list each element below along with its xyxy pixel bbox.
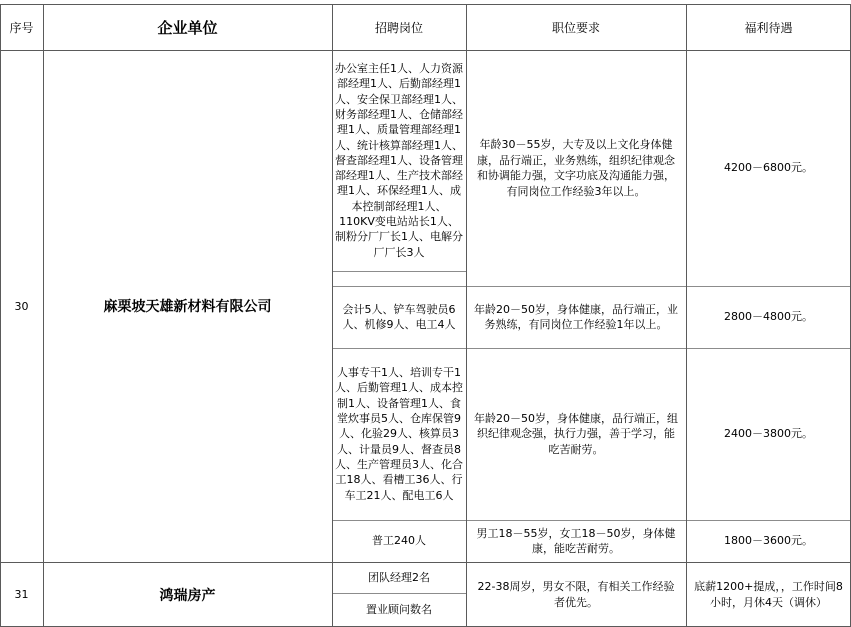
row-30-job-3-requirement: 年龄20－50岁，身体健康，品行端正，组织纪律观念强，执行力强，善于学习，能吃苦耐劳。 (474, 411, 678, 456)
header-position: 招聘岗位 (374, 20, 423, 35)
header-requirement: 职位要求 (551, 20, 600, 35)
row-31-company: 鸿瑞房产 (159, 587, 216, 604)
header-benefit: 福利待遇 (744, 20, 793, 35)
row-30-job-1-requirement: 年龄30－55岁，大专及以上文化身体健康，品行端正，业务熟练，组织纪律观念和协调能力强，文字功底及沟通能力强，有同岗位工作经验3年以上。 (477, 138, 675, 198)
grid-line-v (332, 4, 333, 627)
row-30-job-4-requirement: 男工18－55岁，女工18－50岁，身体健康，能吃苦耐劳。 (476, 526, 676, 555)
header-index: 序号 (9, 20, 34, 35)
row-30-job-1-position: 办公室主任1人、人力资源部经理1人、后勤部经理1人、安全保卫部经理1人、财务部经理1人、仓储部经理1人、质量管理部经理1人、统计核算部经理1人、督查部经理1人、设备管理部经理1人、生产技术部经理1人、环保经理1人、成本控制部经理1人、110KV变电站站长1人、制粉分厂厂长1人、电解分厂厂长3人 (335, 62, 463, 259)
row-31-requirement: 22-38周岁，男女不限，有相关工作经验者优先。 (477, 580, 675, 609)
grid-line-v (466, 4, 467, 627)
grid-top-border (0, 4, 851, 5)
row-30-job-4-benefit: 1800－3600元。 (724, 534, 813, 548)
row-30-job-3-benefit: 2400－3800元。 (724, 427, 813, 441)
grid-line-v (0, 4, 1, 627)
row-30-job-3-position: 人事专干1人、培训专干1人、后勤管理1人、成本控制1人、设备管理1人、食堂炊事员5人、仓库保管9人、化验29人、核算员3人、计量员9人、督查员8人、生产管理员3人、化合工18人、看槽工36人、行车工21人、配电工6人 (335, 366, 463, 502)
row-30-job-1-benefit: 4200－6800元。 (724, 161, 813, 175)
row-30-job-2-benefit: 2800－4800元。 (724, 310, 813, 324)
row-30-job-2-requirement: 年龄20－50岁，身体健康，品行端正，业务熟练，有同岗位工作经验1年以上。 (474, 302, 678, 331)
row-30-job-2-position: 会计5人、铲车驾驶员6人、机修9人、电工4人 (342, 302, 456, 331)
grid-row-divider (0, 562, 851, 563)
header-company: 企业单位 (157, 18, 218, 37)
grid-header-divider (0, 50, 851, 51)
row-31-job-1-position: 团队经理2名 (368, 570, 430, 584)
grid-line-h (332, 520, 851, 521)
grid-line-h (332, 348, 851, 349)
grid-line-v (43, 4, 44, 627)
row-30-job-4-position: 普工240人 (372, 534, 426, 548)
row-31-job-2-position: 置业顾问数名 (366, 603, 432, 617)
row-31-benefit: 底薪1200+提成，，工作时间8小时，月休4天（调休） (694, 580, 843, 609)
grid-line-h (332, 286, 851, 287)
row-30-index: 30 (14, 299, 29, 313)
grid-line-h (332, 593, 466, 594)
grid-line-v (686, 4, 687, 627)
grid-line-h (332, 271, 466, 272)
row-30-company: 麻栗坡天雄新材料有限公司 (103, 299, 272, 315)
row-31-index: 31 (14, 588, 29, 601)
